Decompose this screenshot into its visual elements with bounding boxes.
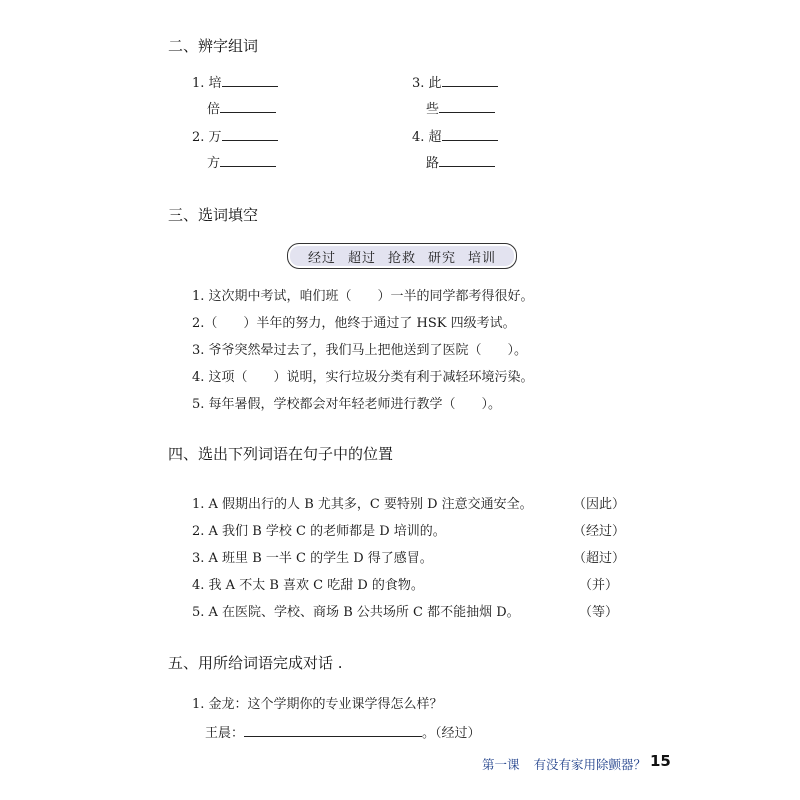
word-blank[interactable]	[439, 154, 495, 167]
word-group-4	[412, 126, 498, 145]
position-word: （等）	[579, 605, 619, 620]
word-blank[interactable]	[442, 128, 498, 141]
position-word: （经过）	[573, 524, 626, 539]
group-char: 方	[207, 156, 221, 171]
group-char: 些	[426, 102, 440, 117]
dialogue-question: 1. 金龙：这个学期你的专业课学得怎么样？	[192, 697, 443, 712]
word-bank	[287, 243, 517, 269]
answer-hint: 。（经过）	[422, 726, 481, 741]
word-group-4-second	[426, 152, 495, 171]
lesson-title: 有没有家用除颤器？	[533, 757, 647, 772]
position-word: （因此）	[573, 497, 626, 512]
fill-sentence: 4. 这项（ ）说明，实行垃圾分类有利于减轻环境污染。	[192, 370, 534, 385]
group-number: 3.	[412, 76, 425, 91]
word-bank-item: 培训	[468, 250, 497, 266]
word-bank-item: 抢救	[387, 250, 416, 266]
lesson-number: 第一课	[482, 757, 520, 772]
word-bank-item: 经过	[307, 250, 336, 266]
word-group-3-second	[426, 98, 495, 117]
section-3-title: 三、选词填空	[168, 206, 259, 224]
position-sentence: 2. A 我们 B 学校 C 的老师都是 D 培训的。	[192, 524, 446, 539]
word-blank[interactable]	[222, 74, 278, 87]
section-2-title: 二、辨字组词	[168, 37, 259, 55]
group-char: 万	[208, 130, 222, 145]
word-blank[interactable]	[220, 100, 276, 113]
word-blank[interactable]	[442, 74, 498, 87]
position-word: （超过）	[573, 551, 626, 566]
group-char: 路	[426, 156, 440, 171]
word-group-3	[412, 72, 498, 91]
position-sentence: 4. 我 A 不太 B 喜欢 C 吃甜 D 的食物。	[192, 578, 424, 593]
word-bank-item: 研究	[428, 250, 457, 266]
fill-sentence: 2.（ ）半年的努力，他终于通过了 HSK 四级考试。	[192, 316, 516, 331]
position-sentence: 1. A 假期出行的人 B 尤其多，C 要特别 D 注意交通安全。	[192, 497, 533, 512]
word-blank[interactable]	[439, 100, 495, 113]
position-word: （并）	[579, 578, 619, 593]
dialogue-answer	[205, 722, 481, 741]
fill-sentence: 5. 每年暑假，学校都会对年轻老师进行教学（ ）。	[192, 397, 502, 412]
page-number: 15	[650, 752, 671, 770]
word-group-2	[192, 126, 278, 145]
position-sentence: 3. A 班里 B 一半 C 的学生 D 得了感冒。	[192, 551, 433, 566]
page-footer	[482, 755, 646, 773]
section-4-title: 四、选出下列词语在句子中的位置	[168, 445, 394, 463]
word-group-1-second	[207, 98, 276, 117]
group-number: 2.	[192, 130, 205, 145]
group-char: 培	[208, 76, 222, 91]
group-char: 超	[428, 130, 442, 145]
word-group-2-second	[207, 152, 276, 171]
answer-line[interactable]	[244, 724, 422, 737]
section-5-title: 五、用所给词语完成对话 .	[168, 654, 343, 672]
position-sentence: 5. A 在医院、学校、商场 B 公共场所 C 都不能抽烟 D。	[192, 605, 520, 620]
group-char: 此	[428, 76, 442, 91]
group-number: 1.	[192, 76, 205, 91]
word-blank[interactable]	[222, 128, 278, 141]
word-group-1	[192, 72, 278, 91]
fill-sentence: 3. 爷爷突然晕过去了，我们马上把他送到了医院（ ）。	[192, 343, 528, 358]
answer-speaker: 王晨：	[205, 726, 245, 741]
group-number: 4.	[412, 130, 425, 145]
word-bank-item: 超过	[347, 250, 376, 266]
group-char: 倍	[207, 102, 221, 117]
word-blank[interactable]	[220, 154, 276, 167]
fill-sentence: 1. 这次期中考试，咱们班（ ）一半的同学都考得很好。	[192, 289, 534, 304]
